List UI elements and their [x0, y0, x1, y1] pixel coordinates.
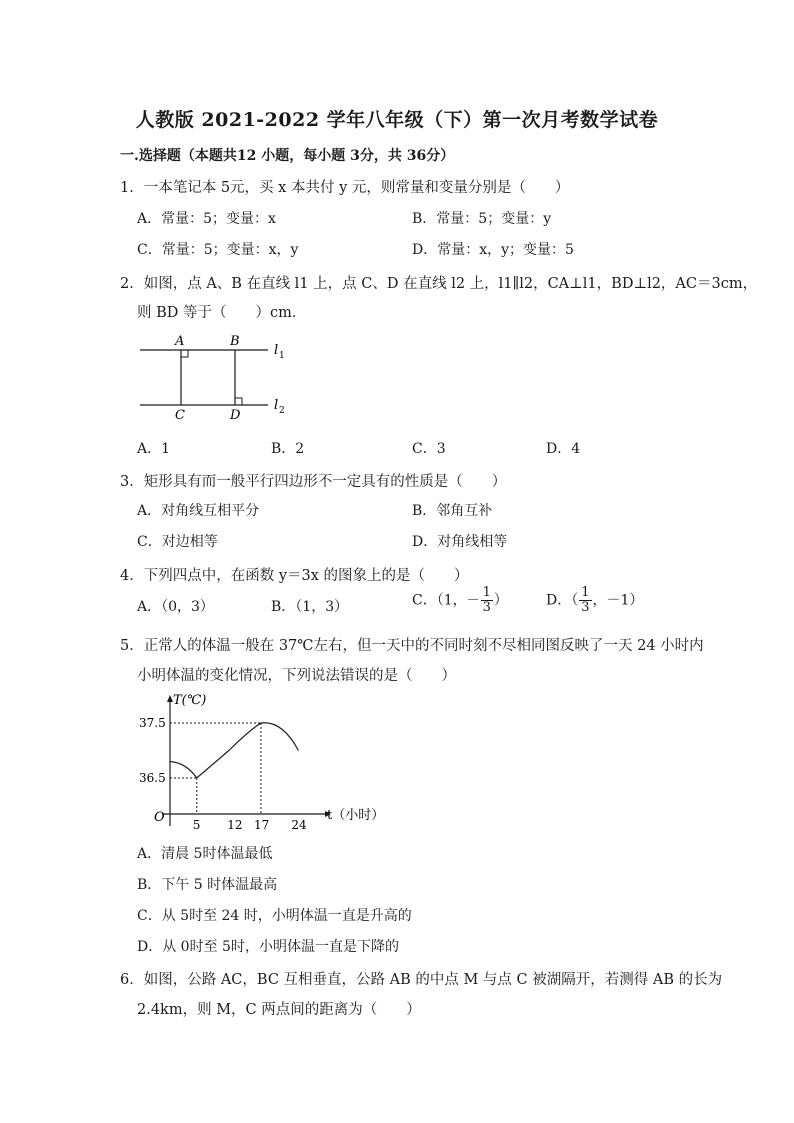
- question-4-option-d: [546, 586, 643, 615]
- question-5-option-c: C．从 5时至 24 时，小明体温一直是升高的: [137, 908, 412, 924]
- question-2-option-b: B．2: [271, 441, 305, 457]
- x-tick-label-12: 12: [227, 818, 243, 831]
- origin-label: O: [154, 810, 165, 825]
- question-3-stem: 3．矩形具有而一般平行四边形不一定具有的性质是（ ）: [120, 474, 507, 490]
- question-5-stem-line1: 5．正常人的体温一般在 37℃左右，但一天中的不同时刻不尽相同图反映了一天 24 小时内: [120, 638, 704, 654]
- question-1-option-b: B．常量：5；变量：y: [412, 211, 552, 227]
- question-2-stem-line2: 则 BD 等于（ ）cm．: [137, 305, 307, 321]
- temperature-series-line: [170, 723, 298, 778]
- exam-title: 人教版 2021-2022 学年八年级（下）第一次月考数学试卷: [135, 109, 659, 131]
- question-4-option-b: B．（1，3）: [271, 599, 349, 615]
- question-2-option-a: A．1: [137, 441, 171, 457]
- x-tick-label-5: 5: [192, 818, 201, 831]
- option-d-prefix: D．（: [546, 592, 579, 609]
- question-1-option-d: D．常量：x，y；变量：5: [412, 242, 574, 258]
- section-heading: 一.选择题（本题共12 小题，每小题 3分，共 36分）: [120, 148, 455, 164]
- point-b-label: B: [230, 334, 240, 349]
- question-3-option-c: C．对边相等: [137, 534, 218, 550]
- y-tick-label-37-5: 37.5: [139, 716, 166, 730]
- parallel-lines-figure: [138, 330, 298, 425]
- x-tick-label-17: 17: [253, 818, 270, 831]
- question-6-stem-line2: 2.4km，则 M，C 两点间的距离为（ ）: [137, 1002, 421, 1018]
- question-4-stem: 4．下列四点中，在函数 y＝3x 的图象上的是（ ）: [120, 568, 469, 584]
- question-5-option-d: D．从 0时至 5时，小明体温一直是下降的: [137, 939, 399, 955]
- line-l1-label: l: [274, 343, 279, 358]
- y-tick-label-36-5: 36.5: [139, 771, 166, 785]
- question-2-option-c: C．3: [412, 441, 446, 457]
- option-c-prefix: C．（1，: [412, 592, 467, 609]
- point-c-label: C: [175, 408, 185, 423]
- option-d-suffix: ，－1）: [592, 592, 644, 609]
- line-l2-label: l: [274, 398, 279, 413]
- question-5-option-b: B．下午 5 时体温最高: [137, 877, 278, 893]
- question-3-option-b: B．邻角互补: [412, 503, 493, 519]
- x-axis-label: t（小时）: [327, 808, 385, 823]
- x-tick-label-24: 24: [291, 818, 307, 831]
- option-c-fraction-body: $\frac{1}{3}$: [482, 585, 491, 615]
- question-3-option-d: D．对角线相等: [412, 534, 508, 550]
- question-5-stem-line2: 小明体温的变化情况，下列说法错误的是（ ）: [137, 668, 456, 684]
- question-4-option-a: A．（0，3）: [137, 599, 214, 615]
- line-l1-subscript: 1: [279, 351, 285, 361]
- temperature-chart: [130, 686, 400, 831]
- option-d-fraction: $\frac{1}{3}$: [581, 585, 590, 615]
- question-5-option-a: A．清晨 5时体温最低: [137, 846, 273, 862]
- question-2-option-d: D．4: [546, 441, 581, 457]
- question-1-option-a: A．常量：5；变量：x: [137, 211, 276, 227]
- option-c-fraction: －: [466, 593, 480, 609]
- option-c-suffix: ）: [493, 592, 508, 609]
- question-1-option-c: C．常量：5；变量：x，y: [137, 242, 299, 258]
- right-angle-d-icon: [235, 398, 242, 405]
- question-3-option-a: A．对角线互相平分: [137, 503, 260, 519]
- point-d-label: D: [230, 408, 241, 423]
- right-angle-a-icon: [181, 350, 188, 357]
- question-6-stem-line1: 6．如图，公路 AC，BC 互相垂直，公路 AB 的中点 M 与点 C 被湖隔开，若测得 AB 的长为: [120, 972, 723, 988]
- question-1-stem: 1．一本笔记本 5元，买 x 本共付 y 元，则常量和变量分别是（ ）: [120, 180, 570, 196]
- y-axis-label: T(℃): [173, 693, 207, 708]
- point-a-label: A: [175, 334, 185, 349]
- question-2-stem-line1: 2．如图，点 A、B 在直线 l1 上，点 C、D 在直线 l2 上，l1∥l2，CA⊥l1，BD⊥l2，AC＝3cm，: [120, 276, 758, 292]
- question-4-option-c: [412, 586, 508, 615]
- line-l2-subscript: 2: [279, 406, 285, 416]
